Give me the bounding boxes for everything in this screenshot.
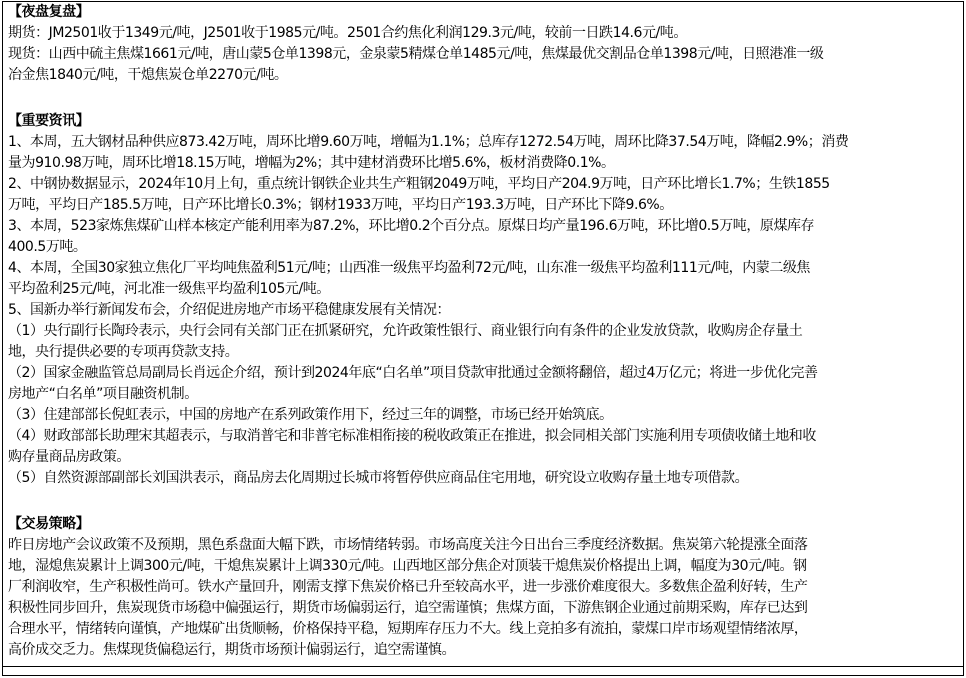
report-document xyxy=(2,1,964,676)
strategy-line: 积极性同步回升，焦炭现货市场稳中偏强运行，期货市场偏弱运行，追空需谨慎；焦煤方面，下游焦钢企业通过前期采购，库存已达到 xyxy=(8,600,808,616)
section-spacer xyxy=(3,86,963,111)
key-news-line: 购存量商品房政策。 xyxy=(8,449,130,465)
key-news-line: 万吨，平均日产185.5万吨，日产环比增长0.3%；钢材1933万吨，平均日产193.3万吨，日产环比下降9.6%。 xyxy=(8,197,673,213)
key-news-line: 400.5万吨。 xyxy=(8,239,87,255)
night-review-line: 冶金焦1840元/吨，干熄焦炭仓单2270元/吨。 xyxy=(8,67,288,83)
key-news-section xyxy=(3,111,963,489)
key-news-line: 平均盈利25元/吨，河北准一级焦平均盈利105元/吨。 xyxy=(8,281,330,297)
strategy-heading: 【交易策略】 xyxy=(8,516,90,532)
key-news-line: （2）国家金融监管总局副局长肖远企介绍，预计到2024年底“白名单”项目贷款审批通过金额将翻倍，超过4万亿元；将进一步优化完善 xyxy=(8,365,818,381)
key-news-line: （5）自然资源部副部长刘国洪表示，商品房去化周期过长城市将暂停供应商品住宅用地，研究设立收购存量土地专项借款。 xyxy=(8,470,749,486)
strategy-line: 合理水平，情绪转向谨慎，产地煤矿出货顺畅，价格保持平稳，短期库存压力不大。线上竞拍多有流拍，蒙煤口岸市场观望情绪浓厚， xyxy=(8,621,808,637)
key-news-line: 量为910.98万吨，周环比增18.15万吨，增幅为2%；其中建材消费环比增5.6%，板材消费降0.1%。 xyxy=(8,155,615,171)
key-news-line: （4）财政部部长助理宋其超表示，与取消普宅和非普宅标准相衔接的税收政策正在推进，拟会同相关部门实施利用专项债收储土地和收 xyxy=(8,428,816,444)
strategy-line: 高价成交乏力。焦煤现货偏稳运行，期货市场预计偏弱运行，追空需谨慎。 xyxy=(8,642,456,658)
strategy-section xyxy=(3,514,963,661)
night-review-section xyxy=(3,2,963,86)
night-review-line: 期货：JM2501收于1349元/吨，J2501收于1985元/吨。2501合约焦化利润129.3元/吨，较前一日跌14.6元/吨。 xyxy=(8,25,687,41)
key-news-line: （1）央行副行长陶玲表示，央行会同有关部门正在抓紧研究，允许政策性银行、商业银行向有条件的企业发放贷款，收购房企存量土 xyxy=(8,323,803,339)
night-review-line: 现货：山西中硫主焦煤1661元/吨，唐山蒙5仓单1398元，金泉蒙5精煤仓单1485元/吨，焦煤最优交割品仓单1398元/吨，日照港准一级 xyxy=(8,46,824,62)
key-news-line: 1、本周，五大钢材品种供应873.42万吨，周环比增9.60万吨，增幅为1.1%；总库存1272.54万吨，周环比降37.54万吨，降幅2.9%；消费 xyxy=(8,134,849,150)
key-news-line: 地，央行提供必要的专项再贷款支持。 xyxy=(8,344,239,360)
key-news-heading: 【重要资讯】 xyxy=(8,113,90,129)
key-news-line: 4、本周，全国30家独立焦化厂平均吨焦盈利51元/吨；山西准一级焦平均盈利72元/吨，山东准一级焦平均盈利111元/吨，内蒙二级焦 xyxy=(8,260,810,276)
key-news-line: 房地产“白名单”项目融资机制。 xyxy=(8,386,198,402)
bottom-border-line xyxy=(3,666,963,667)
strategy-line: 地，湿熄焦炭累计上调300元/吨，干熄焦炭累计上调330元/吨。山西地区部分焦企对顶装干熄焦炭价格提出上调，幅度为30元/吨。钢 xyxy=(8,558,807,574)
strategy-line: 厂利润收窄，生产积极性尚可。铁水产量回升，刚需支撑下焦炭价格已升至较高水平，进一步涨价难度很大。多数焦企盈利好转，生产 xyxy=(8,579,808,595)
section-spacer xyxy=(3,489,963,514)
key-news-line: （3）住建部部长倪虹表示，中国的房地产在系列政策作用下，经过三年的调整，市场已经开始筑底。 xyxy=(8,407,613,423)
key-news-line: 5、国新办举行新闻发布会，介绍促进房地产市场平稳健康发展有关情况： xyxy=(8,302,451,318)
night-review-heading: 【夜盘复盘】 xyxy=(8,4,90,20)
key-news-line: 3、本周，523家炼焦煤矿山样本核定产能利用率为87.2%，环比增0.2个百分点。原煤日均产量196.6万吨，环比增0.5万吨，原煤库存 xyxy=(8,218,815,234)
key-news-line: 2、中钢协数据显示，2024年10月上旬，重点统计钢铁企业共生产粗钢2049万吨，平均日产204.9万吨，日产环比增长1.7%；生铁1855 xyxy=(8,176,830,192)
strategy-line: 昨日房地产会议政策不及预期，黑色系盘面大幅下跌，市场情绪转弱。市场高度关注今日出台三季度经济数据。焦炭第六轮提涨全面落 xyxy=(8,537,808,553)
